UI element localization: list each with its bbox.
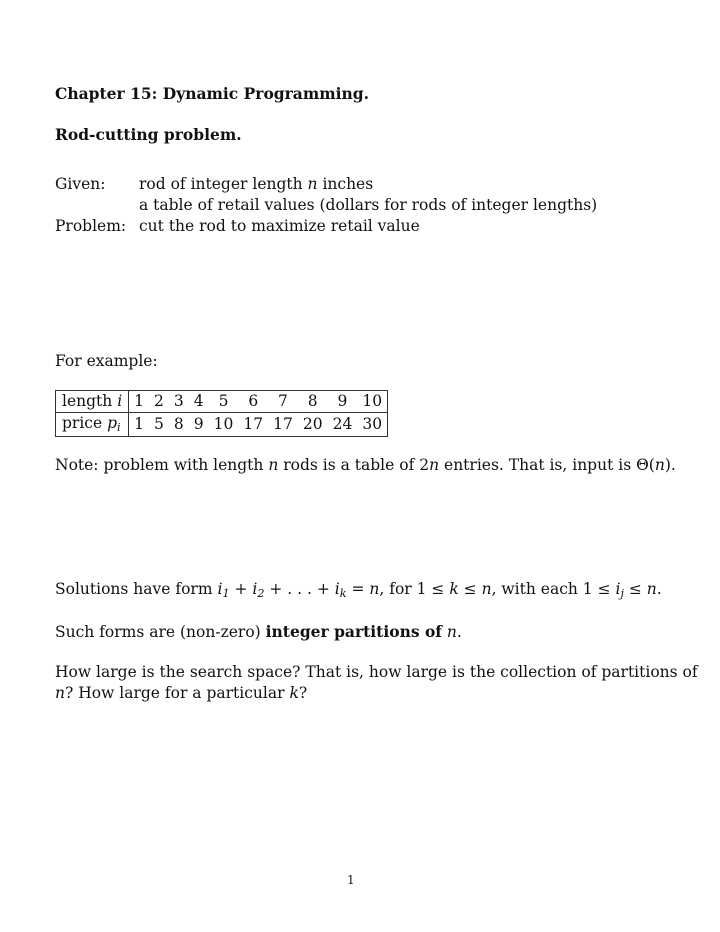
problem-label: Problem: (55, 217, 127, 235)
note-paragraph: Note: problem with length n rods is a table of 2n entries. That is, input is Θ(n). (55, 456, 676, 474)
length-cell: 6 (238, 391, 268, 413)
problem-text: cut the rod to maximize retail value (139, 217, 420, 235)
length-cell: 3 (169, 391, 189, 413)
price-cell: 1 (134, 415, 145, 434)
partitions-paragraph: Such forms are (non-zero) integer partitions of n. (55, 622, 462, 641)
partitions-term: integer partitions of (265, 622, 442, 641)
length-row-header: length i (56, 391, 129, 413)
length-cell: 7 (268, 391, 298, 413)
given-row-2 (55, 196, 597, 217)
question-line-1: How large is the search space? That is, how large is the collection of partitions of (55, 663, 698, 681)
question-line-2: n? How large for a particular k? (55, 684, 308, 702)
price-cell: 5 (154, 415, 164, 434)
price-cell: 24 (332, 415, 353, 434)
example-label: For example: (55, 352, 158, 370)
page-number: 1 (347, 873, 355, 887)
length-row (56, 391, 388, 413)
price-cell: 9 (193, 415, 204, 434)
price-table-wrapper (55, 390, 388, 437)
price-cell: 10 (213, 415, 234, 434)
given-problem-block (55, 175, 597, 238)
length-cell: 5 (209, 391, 239, 413)
length-cell: 10 (357, 391, 387, 413)
section-title: Rod-cutting problem. (55, 125, 242, 144)
given-line-1: rod of integer length n inches (139, 175, 374, 193)
price-cell: 8 (173, 415, 184, 434)
length-cell: 8 (298, 391, 328, 413)
price-row (56, 413, 388, 437)
chapter-title: Chapter 15: Dynamic Programming. (55, 84, 370, 103)
length-cell: 9 (328, 391, 358, 413)
price-cell: 30 (362, 415, 383, 434)
price-cell: 17 (243, 415, 264, 434)
problem-row (55, 217, 597, 238)
price-cell: 20 (302, 415, 323, 434)
length-cell: 2 (149, 391, 169, 413)
price-cell: 17 (273, 415, 293, 434)
price-row-header: price $p_i$ (56, 413, 129, 437)
given-row (55, 175, 597, 196)
given-label: Given: (55, 175, 106, 193)
price-table (55, 390, 388, 437)
length-cell: 4 (189, 391, 209, 413)
given-line-2: a table of retail values (dollars for rods of integer lengths) (139, 196, 598, 214)
length-cell: 1 (129, 391, 149, 413)
solutions-paragraph: Solutions have form $i_1 + i_2$ + . . . + $i_k = n$, for 1 ≤ k ≤ n, with each $1 \le i_j \le n$. (55, 580, 662, 601)
